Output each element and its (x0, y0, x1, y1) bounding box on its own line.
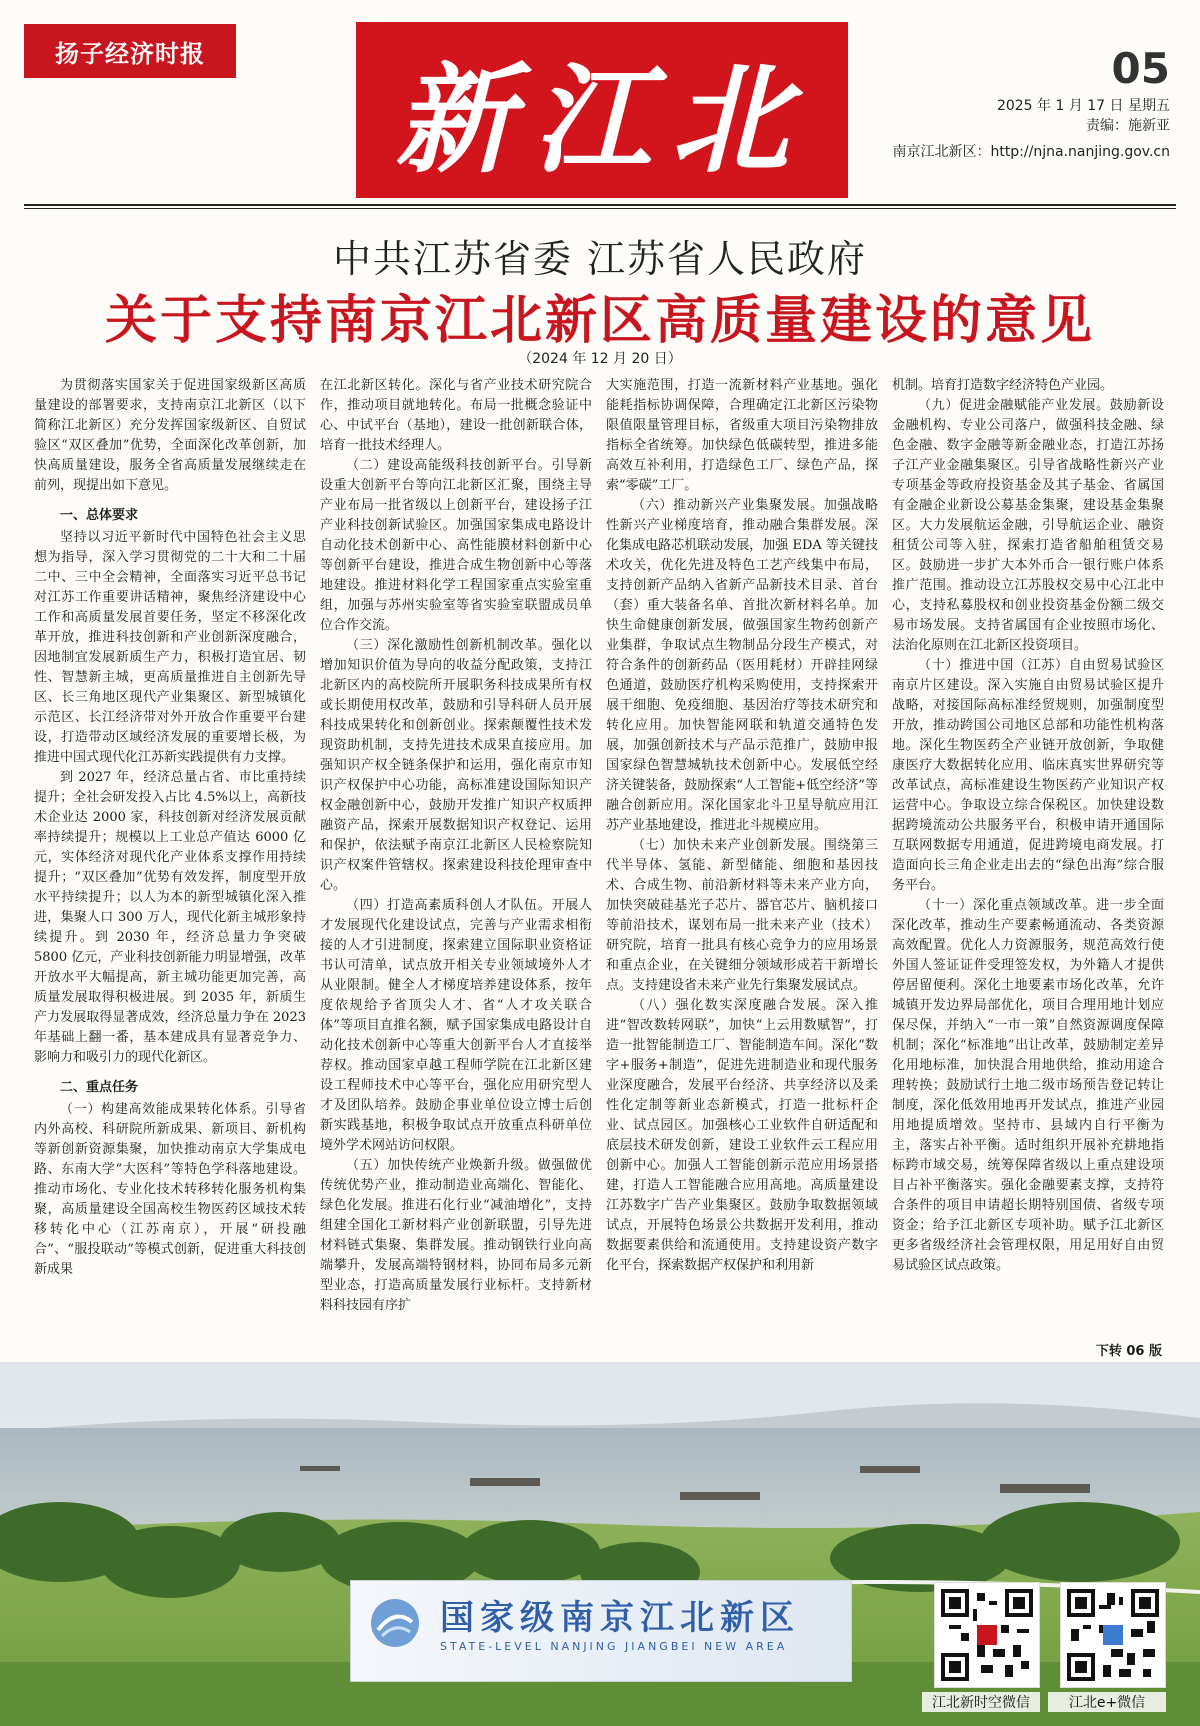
editor-credit: 责编：施新亚 (1086, 118, 1170, 134)
newspaper-logo: 扬子经济时报 (24, 24, 236, 78)
qr-code[interactable] (1060, 1582, 1166, 1688)
continued-on-page: 下转 06 版 (1092, 1340, 1166, 1359)
paragraph: （十）推进中国（江苏）自由贸易试验区南京片区建设。深入实施自由贸易试验区提升战略，对接国际高标准经贸规则，加强制度型开放，推动跨国公司地区总部和功能性机构落地。深化生物医药全产业链开放创新，争取健康医疗大数据转化应用、临床真实世界研究等改革试点，高标准建设生物医药产业知识产权运营中心。争取设立综合保税区。加快建设数据跨境流动公共服务平台，积极申请开通国际互联网数据专用通道，促进跨境电商发展。打造面向长三角企业走出去的“绿色出海”综合服务平台。 (892, 658, 1164, 893)
section-heading: 二、重点任务 (60, 1080, 139, 1095)
paragraph: （九）促进金融赋能产业发展。鼓励新设金融机构、专业公司落户，做强科技金融、绿色金融、数字金融等新金融业态，打造江苏扬子江产业金融集聚区。引导省战略性新兴产业专项基金等政府投资基金及其子基金、省属国有金融企业新设公募基金集聚，建设基金集聚区。大力发展航运金融，引导航运企业、融资租赁公司等入驻，探索打造省船舶租赁交易区。鼓励进一步扩大本外币合一银行账户体系推广范围。推动设立江苏股权交易中心江北中心，支持私募股权和创业投资基金份额二级交易市场发展。支持省属国有企业按照市场化、法治化原则在江北新区投资项目。 (892, 398, 1164, 653)
paragraph: （三）深化激励性创新机制改革。强化以增加知识价值为导向的收益分配政策，支持江北新区内的高校院所开展职务科技成果所有权或长期使用权改革，鼓励和引导科研人员开展科技成果转化和创新创业。探索颠覆性技术发现资助机制，支持先进技术成果直接应用。加强知识产权全链条保护和运用，强化南京市知识产权保护中心功能，高标准建设国际知识产权金融创新中心，鼓励开发推广知识产权质押融资产品，探索开展数据知识产权登记、运用和保护，依法赋予南京江北新区人民检察院知识产权案件管辖权。探索建设科技伦理审查中心。 (320, 638, 592, 893)
signboard-emblem-icon (368, 1596, 422, 1650)
paragraph: 机制。培育打造数字经济特色产业园。 (892, 378, 1114, 393)
paragraph: 到 2027 年，经济总量占省、市比重持续提升；全社会研发投入占比 4.5%以上，高新技术企业达 2000 家，科技创新对经济发展贡献率持续提升；规模以上工业总产值达 6000 亿元，实体经济对现代化产业体系支撑作用持续提升；“双区叠加”优势有效发挥，制度型开放水平持续提升；以人为本的新型城镇化深入推进，集聚人口 300 万人，现代化新主城形象持续提升。到 2030 年，经济总量力争突破 5800 亿元，产业科技创新能力明显增强，改革开放水平大幅提高，新主城功能更加完善，高质量发展取得积极进展。到 2035 年，新质生产力发展取得显著成效，经济总量力争在 2023 年基础上翻一番，基本建成具有显著竞争力、影响力和吸引力的现代化新区。 (34, 770, 306, 1065)
qr-code[interactable] (934, 1582, 1040, 1688)
paragraph: 大实施范围，打造一流新材料产业基地。强化能耗指标协调保障，合理确定江北新区污染物限值限量管理目标，省级重大项目污染物排放指标全省统筹。加快绿色低碳转型，推进多能高效互补利用，打造绿色工厂、绿色产品，探索“零碳”工厂。 (606, 378, 878, 493)
article-headline: 关于支持南京江北新区高质量建设的意见 (104, 291, 1095, 351)
masthead-rule-thin (24, 208, 1176, 209)
qr-code-icon (1067, 1589, 1159, 1681)
paragraph: （八）强化数实深度融合发展。深入推进“智改数转网联”，加快“上云用数赋智”，打造一批智能制造工厂、智能制造车间。深化“数字+服务+制造”，促进先进制造业和现代服务业深度融合，发展平台经济、共享经济以及柔性化定制等新业态新模式，打造一批标杆企业、试点园区。加强核心工业软件自研适配和底层技术研发创新，建设工业软件云工程应用创新中心。加强人工智能创新示范应用场景搭建，打造人工智能融合应用高地。高质量建设江苏数字广告产业集聚区。鼓励争取数据领域试点，开展特色场景公共数据开发利用，推动数据要素供给和流通使用。支持建设资产数字化平台，探索数据产权保护和利用新 (606, 998, 878, 1273)
article-kicker: 中共江苏省委 江苏省人民政府 (332, 237, 868, 281)
article-column-2 (320, 376, 592, 1360)
signboard-chinese-text: 国家级南京江北新区 (440, 1598, 800, 1638)
masthead-rule (24, 204, 1176, 206)
paragraph: （十一）深化重点领域改革。进一步全面深化改革，推动生产要素畅通流动、各类资源高效配置。优化人力资源服务，规范高效行使外国人签证证件受理签发权，为外籍人才提供停居留便利。深化土地要素市场化改革，允许城镇开发边界局部优化，项目合理用地计划应保尽保，并纳入“一市一策”自然资源调度保障机制；深化“标准地”出让改革，鼓励制定差异化用地标准，加快混合用地供给，推动用途合理转换；鼓励试行土地二级市场预告登记转让制度，深化低效用地再开发试点，推进产业园用地提质增效。坚持市、县域内自行平衡为主，落实占补平衡。适时组织开展补充耕地指标跨市域交易，统筹保障省级以上重点建设项目占补平衡落实。强化金融要素支撑，支持符合条件的项目申请超长期特别国债、省级专项资金；给予江北新区专项补助。赋予江北新区更多省级经济社会管理权限，用足用好自由贸易试验区试点政策。 (892, 898, 1164, 1273)
section-flag-title: 新江北 (356, 22, 848, 198)
article-dateline: （2024 年 12 月 20 日） (518, 351, 682, 367)
paragraph: 为贯彻落实国家关于促进国家级新区高质量建设的部署要求，支持南京江北新区（以下简称江北新区）充分发挥国家级新区、自贸试验区“双区叠加”优势，全面深化改革创新，加快高质量建设，服务全省高质量发展继续走在前列，现提出如下意见。 (34, 378, 306, 493)
paragraph: （七）加快未来产业创新发展。围绕第三代半导体、氢能、新型储能、细胞和基因技术、合成生物、前沿新材料等未来产业方向，加快突破硅基光子芯片、器官芯片、脑机接口等前沿技术，谋划布局一批未来产业（技术）研究院，培育一批具有核心竞争力的应用场景和重点企业，在关键细分领域形成若干新增长点。支持建设省未来产业先行集聚发展试点。 (606, 838, 878, 993)
section-heading: 一、总体要求 (60, 508, 139, 523)
signboard-english-text: STATE-LEVEL NANJING JIANGBEI NEW AREA (440, 1640, 788, 1653)
paragraph: （六）推动新兴产业集聚发展。加强战略性新兴产业梯度培育，推动融合集群发展。深化集成电路芯机联动发展，加强 EDA 等关键技术攻关，优化先进及特色工艺产线集中布局，支持创新产品纳入省新产品新技术目录、首台（套）重大装备名单、首批次新材料名单。加快生命健康创新发展，做强国家生物药创新产业集群，争取试点生物制品分段生产模式，对符合条件的创新药品（医用耗材）开辟挂网绿色通道，鼓励医疗机构采购使用，支持探索开展干细胞、免疫细胞、基因治疗等技术研究和转化应用。加快智能网联和轨道交通特色发展，加强创新技术与产品示范推广，鼓励申报国家绿色智慧城轨技术创新中心。发展低空经济关键装备，鼓励探索“人工智能+低空经济”等融合创新应用。深化国家北斗卫星导航应用江苏产业基地建设，推进北斗规模应用。 (606, 498, 878, 833)
paragraph: （一）构建高效能成果转化体系。引导省内外高校、科研院所新成果、新项目、新机构等新创新资源集聚，加快推动南京大学集成电路、东南大学“大医科”等特色学科落地建设。推动市场化、专业化技术转移转化服务机构集聚，高质量建设全国高校生物医药区域技术转移转化中心（江苏南京），开展“研投融合”、“服投联动”等模式创新，促进重大科技创新成果 (34, 1102, 306, 1277)
paragraph: （二）建设高能级科技创新平台。引导新设重大创新平台等向江北新区汇聚，围绕主导产业布局一批省级以上创新平台，建设扬子江产业科技创新试验区。加强国家集成电路设计自动化技术创新中心、高性能膜材料创新中心等创新平台建设，推进合成生物创新中心等落地建设。推进材料化学工程国家重点实验室重组，加强与苏州实验室等省实验室联盟成员单位合作交流。 (320, 458, 592, 633)
website-link[interactable]: 南京江北新区：http://njna.nanjing.gov.cn (892, 144, 1170, 160)
article-column-1 (34, 376, 306, 1360)
qr-caption: 江北新时空微信 (922, 1692, 1040, 1712)
article-column-4 (892, 376, 1164, 1360)
paragraph: 坚持以习近平新时代中国特色社会主义思想为指导，深入学习贯彻党的二十大和二十届二中、三中全会精神，全面落实习近平总书记对江苏工作重要讲话精神，聚焦经济建设中心工作和高质量发展首要任务，坚定不移深化改革开放，推进科技创新和产业创新深度融合，因地制宜发展新质生产力，积极打造宜居、韧性、智慧新主城，更高质量推进自主创新先导区、长三角地区现代产业集聚区、新型城镇化示范区、长江经济带对外开放合作重要平台建设，打造带动区域经济发展的重要增长极，为推进中国式现代化江苏新实践提供有力支撑。 (34, 530, 306, 765)
paragraph: （四）打造高素质科创人才队伍。开展人才发展现代化建设试点，完善与产业需求相衔接的人才引进制度，探索建立国际职业资格证书认可清单，试点放开相关专业领域境外人才从业限制。健全人才梯度培养建设体系，按年度依规给予省顶尖人才、省“人才攻关联合体”等项目直推名额，赋予国家集成电路设计自动化技术创新中心等重大创新平台人才直接举荐权。推动国家卓越工程师学院在江北新区建设工程师技术中心等平台，强化应用研究型人才及团队培养。鼓励企事业单位设立博士后创新实践基地，积极争取试点开放重点科研单位境外学术网站访问权限。 (320, 898, 592, 1153)
paragraph: 在江北新区转化。深化与省产业技术研究院合作，推动项目就地转化。布局一批概念验证中心、中试平台（基地），建设一批创新联合体，培育一批技术经理人。 (320, 378, 592, 453)
qr-code-icon (941, 1589, 1033, 1681)
qr-caption: 江北e+微信 (1048, 1692, 1166, 1712)
issue-date: 2025 年 1 月 17 日 星期五 (996, 98, 1170, 114)
page-number: 05 (1111, 44, 1170, 93)
article-column-3 (606, 376, 878, 1360)
paragraph: （五）加快传统产业焕新升级。做强做优传统优势产业，推动制造业高端化、智能化、绿色化发展。推进石化行业“减油增化”，支持组建全国化工新材料产业创新联盟，引导先进材料链式集聚、集群发展。推动钢铁行业向高端攀升，发展高端特钢材料，协同布局多元新型业态，打造高质量发展行业标杆。支持新材料科技园有序扩 (320, 1158, 592, 1313)
